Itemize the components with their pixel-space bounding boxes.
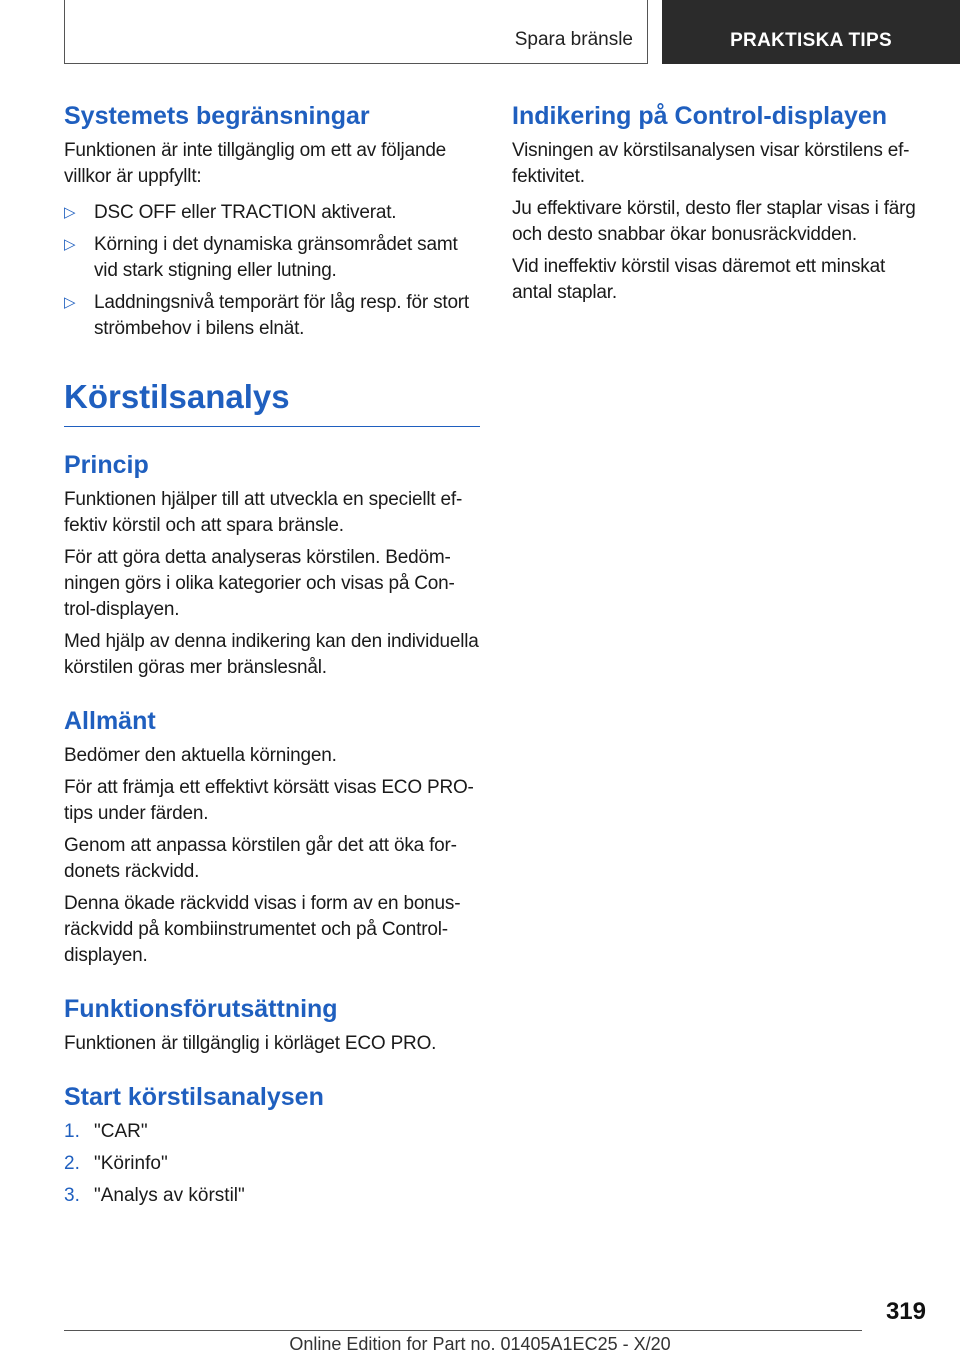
heading-start-analysis: Start körstilsanalysen [64,1083,324,1111]
triangle-bullet-icon: ▷ [64,294,76,311]
function-requirement-paragraph: Funktionen är tillgänglig i körläget ECO PRO. [64,1033,437,1054]
header-chapter-title: PRAKTISKA TIPS [730,30,892,51]
general-paragraph-3: Genom att anpassa körstilen går det att öka fordonets räckvidd. [64,835,457,882]
principle-paragraph-2: För att göra detta analyseras körstilen. Bedömningen görs i olika kategorier och visas på Control-displayen. [64,547,455,620]
list-item-text: Körning i det dynamiska gränsområdet samt vid stark stigning eller lutning. [94,234,458,281]
principle-paragraph-3: Med hjälp av denna indikering kan den individuella körstilen göras mer bränslesnål. [64,631,479,678]
header-chapter-tab [662,0,960,64]
step-number: 2. [64,1153,80,1174]
left-column [64,100,480,1215]
step-number: 1. [64,1121,80,1142]
general-paragraph-2: För att främja ett effektivt körsätt visas ECO PRO-tips under färden. [64,777,474,824]
list-item [64,232,480,284]
heading-control-display: Indikering på Control-displayen [512,102,888,130]
system-limits-list [64,200,480,342]
step-text: "CAR" [94,1121,148,1142]
control-display-paragraph-2: Ju effektivare körstil, desto fler staplar visas i färg och desto snabbar ökar bonusräckvidden. [512,198,916,245]
heading-function-requirement: Funktionsförutsättning [64,995,338,1023]
step-text: "Analys av körstil" [94,1185,245,1206]
footer-edition: Online Edition for Part no. 01405A1EC25 - X/20 [289,1334,671,1354]
list-item-text: Laddningsnivå temporärt för låg resp. för stort strömbehov i bilens elnät. [94,292,470,339]
principle-paragraph-1: Funktionen hjälper till att utveckla en speciellt effektiv körstil och att spara bränsle. [64,489,463,536]
step-text: "Körinfo" [94,1153,168,1174]
heading-driving-style-analysis: Körstilsanalys [64,376,480,427]
triangle-bullet-icon: ▷ [64,204,76,221]
right-column [512,100,928,312]
general-paragraph-1: Bedömer den aktuella körningen. [64,745,337,766]
list-item [64,1183,480,1209]
step-number: 3. [64,1185,80,1206]
control-display-paragraph-3: Vid ineffektiv körstil visas däremot ett minskat antal staplar. [512,256,886,303]
heading-system-limits: Systemets begränsningar [64,102,370,130]
list-item-text: DSC OFF eller TRACTION aktiverat. [94,202,397,223]
header-section-title: Spara bränsle [514,29,633,50]
list-item [64,200,480,226]
start-steps-list [64,1119,480,1209]
system-limits-intro: Funktionen är inte tillgänglig om ett av följande villkor är uppfyllt: [64,140,447,187]
triangle-bullet-icon: ▷ [64,236,76,253]
header-section-box [64,0,648,64]
heading-general: Allmänt [64,707,156,735]
general-paragraph-4: Denna ökade räckvidd visas i form av en bonusräckvidd på kombiinstrumentet och på Control-displayen. [64,893,461,966]
page-number: 319 [885,1298,926,1325]
footer-divider [64,1330,862,1331]
control-display-paragraph-1: Visningen av körstilsanalysen visar körstilens effektivitet. [512,140,910,187]
list-item [64,1119,480,1145]
list-item [64,290,480,342]
list-item [64,1151,480,1177]
heading-principle: Princip [64,451,149,479]
